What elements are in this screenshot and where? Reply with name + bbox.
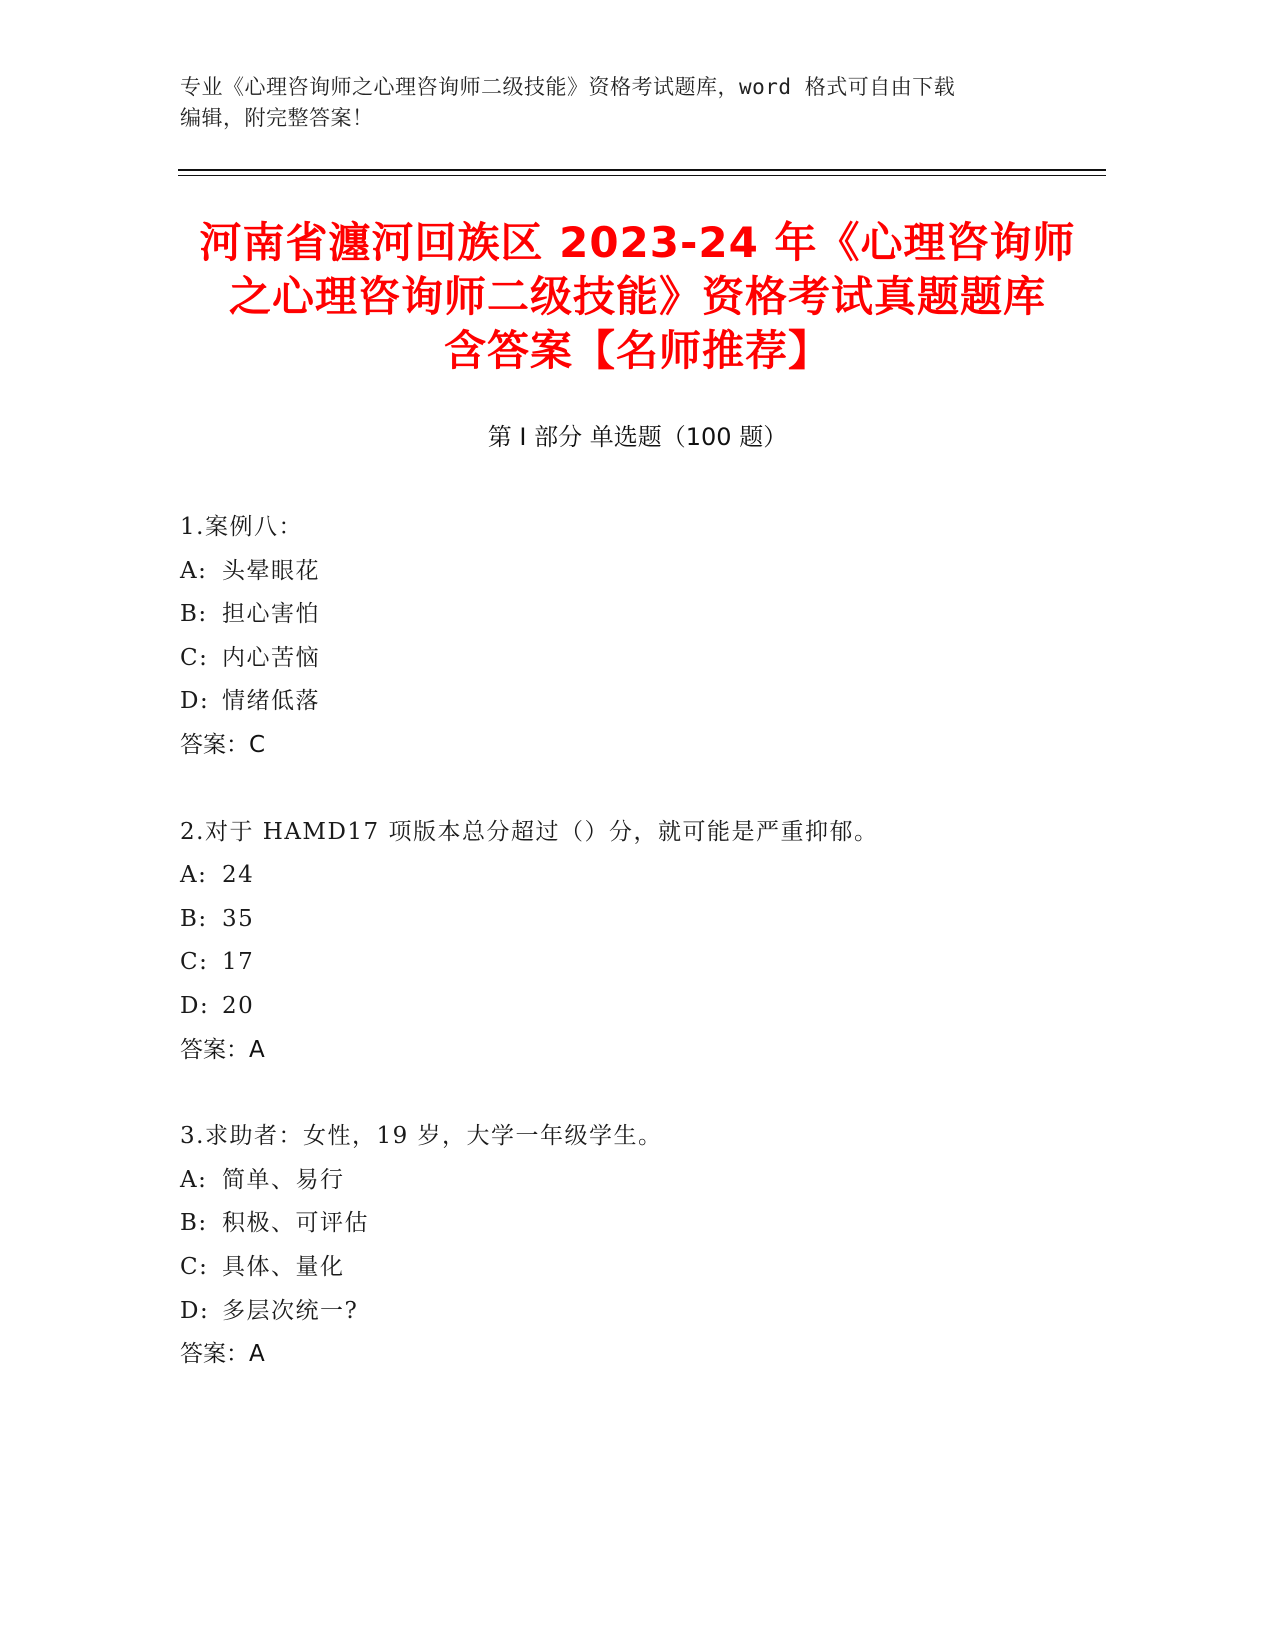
document-title (185, 216, 1090, 378)
option-key: C: (180, 949, 209, 976)
option-key: A: (180, 1166, 208, 1193)
question-stem: 2.对于 HAMD17 项版本总分超过（）分，就可能是严重抑郁。 (180, 818, 879, 845)
option-c (180, 637, 1080, 681)
header-divider-thin (178, 175, 1106, 176)
question-stem: 3.求助者：女性，19 岁，大学一年级学生。 (180, 1123, 663, 1150)
header-note-line-2: 编辑，附完整答案！ (180, 106, 374, 130)
option-c (180, 941, 1080, 985)
option-key: A: (180, 557, 208, 584)
option-a (180, 550, 1080, 594)
section-title: 第 I 部分 单选题（100 题） (487, 423, 788, 451)
question-1 (180, 506, 1080, 768)
document-title-line-2: 之心理咨询师二级技能》资格考试真题题库 (228, 272, 1046, 321)
answer: 答案：C (180, 731, 266, 758)
option-key: B: (180, 1210, 208, 1237)
option-text: 简单、易行 (222, 1166, 345, 1193)
option-key: D: (180, 992, 210, 1019)
option-d (180, 680, 1080, 724)
option-text: 24 (222, 862, 255, 889)
option-text: 20 (222, 992, 255, 1019)
option-b (180, 593, 1080, 637)
header-divider-thick (178, 169, 1106, 171)
document-title-line-3: 含答案【名师推荐】 (443, 326, 831, 375)
option-text: 积极、可评估 (222, 1210, 369, 1237)
option-b (180, 898, 1080, 942)
question-list (180, 506, 1080, 1420)
option-c (180, 1246, 1080, 1290)
option-a (180, 854, 1080, 898)
option-key: D: (180, 1297, 210, 1324)
option-text: 担心害怕 (222, 601, 320, 628)
question-2 (180, 811, 1080, 1073)
option-d (180, 1290, 1080, 1334)
option-a (180, 1159, 1080, 1203)
option-text: 具体、量化 (222, 1253, 345, 1280)
question-stem: 1.案例八： (180, 514, 303, 540)
header-note (180, 72, 1080, 134)
option-key: B: (180, 601, 208, 628)
answer: 答案：A (180, 1341, 265, 1368)
document-title-line-1: 河南省瀍河回族区 2023-24 年《心理咨询师 (199, 218, 1076, 267)
option-key: C: (180, 644, 209, 671)
option-text: 头晕眼花 (222, 557, 320, 584)
option-d (180, 985, 1080, 1029)
option-text: 情绪低落 (222, 688, 320, 715)
option-key: D: (180, 688, 210, 715)
option-b (180, 1202, 1080, 1246)
answer: 答案：A (180, 1036, 265, 1063)
question-3 (180, 1115, 1080, 1377)
option-key: C: (180, 1253, 209, 1280)
option-text: 内心苦恼 (222, 644, 320, 671)
option-key: A: (180, 862, 208, 889)
option-text: 多层次统一? (222, 1297, 359, 1324)
option-key: B: (180, 905, 208, 932)
option-text: 35 (222, 905, 255, 932)
header-note-line-1: 专业《心理咨询师之心理咨询师二级技能》资格考试题库，word 格式可自由下载 (180, 75, 956, 99)
option-text: 17 (222, 949, 255, 976)
